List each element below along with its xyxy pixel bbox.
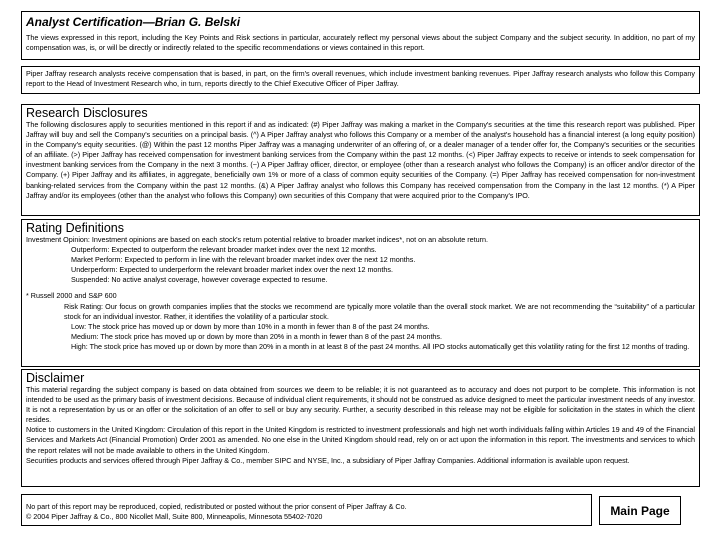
research-disclosures-text: The following disclosures apply to securities mentioned in this report if and as indicated: (#) Piper Jaffray was making a market in the Company's securities at the time this research report was published. Piper Jaffray will buy and sell the Company's securities on a principal basis. (^) A Piper Jaffray analyst who follows this Company or a member of the analyst's household has a financial interest (a long equity position) in the Company's equity securities. (@) Within the past 12 months Piper Jaffray was a managing underwriter of an offering of, or a dealer manager of a tender offer for, the Company's securities or the securities of an affiliate. (>) Piper Jaffray has received compensation for investment banking services from the Company within the past 12 months. (<) Piper Jaffray expects to receive or intends to seek compensation for investment banking services from the Company in the next 3 months. (~) A Piper Jaffray officer, director, or employee (other than a research analyst who follows the Company) is an officer and/or director of the Company. (+) Piper Jaffray and its affiliates, in aggregate, beneficially own 1% or more of a class of common equity securities of the Company. (=) Piper Jaffray has received compensation for non-investment banking-related services from the Company within the past 12 months. (&) A Piper Jaffray analyst who follows this Company has received compensation from the Company in the last 12 months. (*) A Piper Jaffray and/or its employees (other than the analyst who follows this Company) own securities of this Company that were acquired prior to the Company's IPO. xyxy=(26,120,695,200)
risk-rating-text: Risk Rating: Our focus on growth companies implies that the stocks we recommend are typically more volatile than the overall stock market. We are not recommending the “suitability” of a particular stock for an individual investor. Rather, it identifies the volatility of a particular stock. xyxy=(64,301,695,321)
research-disclosures-section xyxy=(21,104,700,216)
research-disclosures-title: Research Disclosures xyxy=(26,106,148,120)
disclaimer-title: Disclaimer xyxy=(26,371,85,385)
main-page-button[interactable]: Main Page xyxy=(599,496,681,525)
risk-low-definition: Low: The stock price has moved up or down by more than 10% in a month in fewer than 8 of the past 24 months. xyxy=(71,321,430,331)
rating-definitions-section xyxy=(21,219,700,367)
analyst-certification-section xyxy=(21,11,700,60)
investment-opinion-text: Investment Opinion: Investment opinions are based on each stock's return potential relative to broader market indices*, not on an absolute return. xyxy=(26,235,489,244)
compensation-section xyxy=(21,66,700,94)
footer-copyright-section xyxy=(21,494,592,526)
outperform-definition: Outperform: Expected to outperform the relevant broader market index over the next 12 months. xyxy=(71,245,377,255)
suspended-definition: Suspended: No active analyst coverage, however coverage expected to resume. xyxy=(71,275,328,285)
footer-reproduction-notice: No part of this report may be reproduced, copied, redistributed or posted without the prior consent of Piper Jaffray & Co. xyxy=(26,502,407,511)
certification-title: Analyst Certification—Brian G. Belski xyxy=(26,15,241,29)
disclaimer-paragraph-3: Securities products and services offered through Piper Jaffray & Co., member SIPC and NYSE, Inc., a subsidiary of Piper Jaffray Companies. Additional information is available upon request. xyxy=(26,455,630,465)
disclaimer-paragraph-1: This material regarding the subject company is based on data obtained from sources we deem to be reliable; it is not guaranteed as to accuracy and does not purport to be complete. This information is not intended to be used as the primary basis of investment decisions. Because of individual client requirements, it should not be construed as advice designed to meet the particular investment needs of any investor. It is not a representation by us or an offer or the solicitation of an offer to sell or buy any security. Further, a security described in this release may not be eligible for solicitation in the states in which the client resides. xyxy=(26,385,695,425)
compensation-text: Piper Jaffray research analysts receive compensation that is based, in part, on the firm's overall revenues, which include investment banking revenues. Piper Jaffray research analysts who follow this Company report to the Head of Investment Research who, in turn, reports directly to the Chief Executive Officer of Piper Jaffray. xyxy=(26,69,695,89)
risk-medium-definition: Medium: The stock price has moved up or down by more than 20% in a month in fewer than 8 of the past 24 months. xyxy=(71,331,443,341)
rating-definitions-title: Rating Definitions xyxy=(26,221,124,235)
disclaimer-paragraph-2: Notice to customers in the United Kingdom: Circulation of this report in the United Kingdom is restricted to investment professionals and high net worth individuals falling within Articles 19 and 49 of the Financial Services and Markets Act (Financial Promotion) Order 2001 as amended. No one else in the United Kingdom should read, rely on or act upon the information in this report. The investments and services to which the report relates will not be made available to others in the United Kingdom. xyxy=(26,425,695,455)
index-footnote: * Russell 2000 and S&P 600 xyxy=(26,291,117,301)
footer-copyright-address: © 2004 Piper Jaffray & Co., 800 Nicollet Mall, Suite 800, Minneapolis, Minnesota 55402-7020 xyxy=(26,512,323,522)
market-perform-definition: Market Perform: Expected to perform in line with the relevant broader market index over the next 12 months. xyxy=(71,255,416,265)
disclaimer-section xyxy=(21,369,700,487)
risk-high-definition: High: The stock price has moved up or down by more than 20% in a month in at least 8 of the past 24 months. All IPO stocks automatically get this volatility rating for the first 12 months of trading. xyxy=(71,341,690,351)
certification-text: The views expressed in this report, including the Key Points and Risk sections in particular, accurately reflect my personal views about the subject Company and the subject security. In addition, no part of my compensation was, is, or will be directly or indirectly related to the specific recommendations or views contained in this report. xyxy=(26,33,695,53)
underperform-definition: Underperform: Expected to underperform the relevant broader market index over the next 12 months. xyxy=(71,265,394,275)
